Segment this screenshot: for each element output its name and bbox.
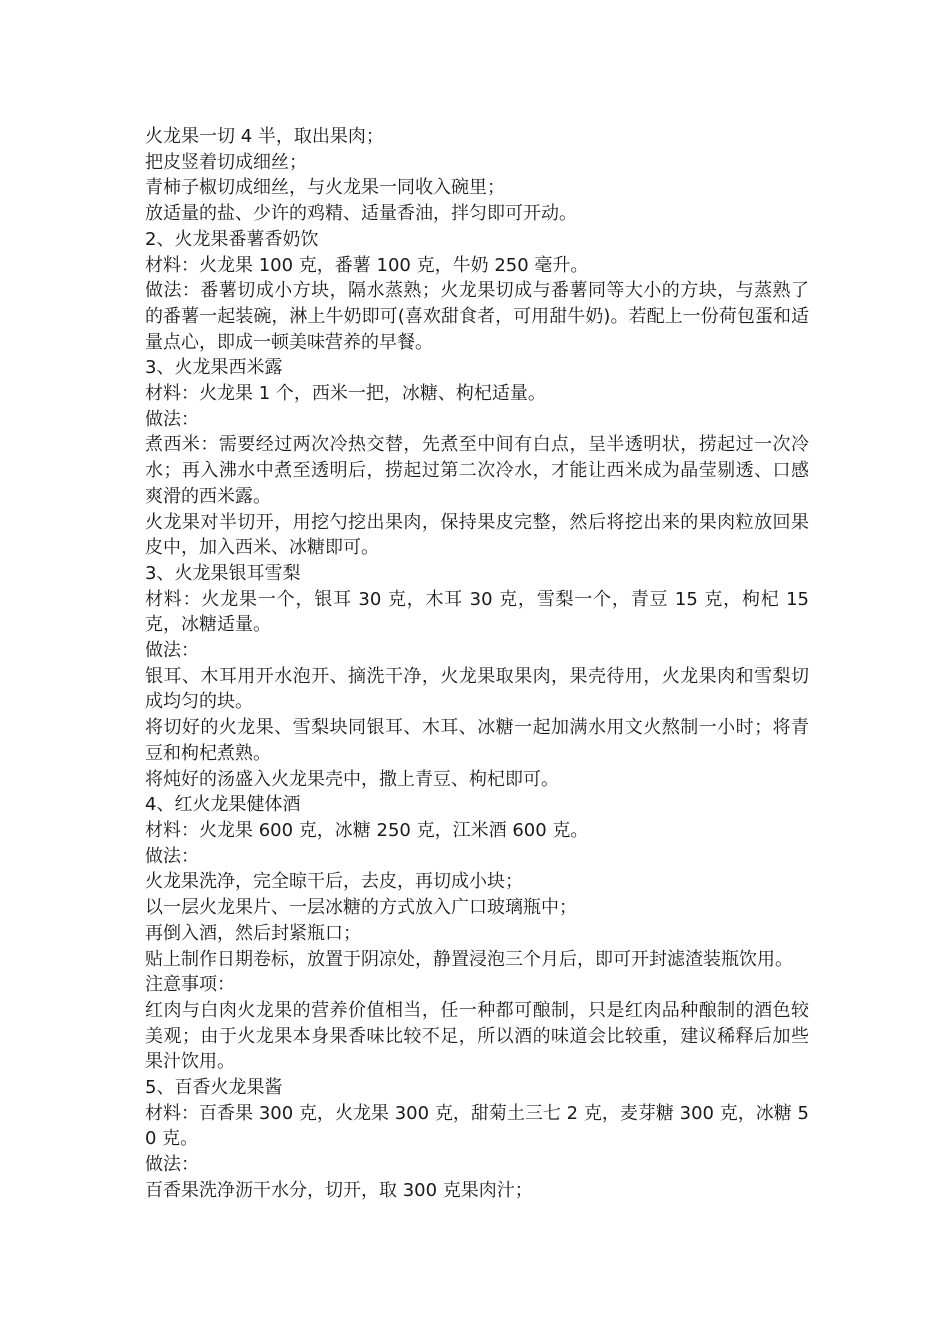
paragraph-step-shred-peel: 把皮竖着切成细丝； [145,151,307,173]
recipe-4-step-3: 再倒入酒，然后封紧瓶口； [145,922,361,944]
recipe-3b-step-3: 将炖好的汤盛入火龙果壳中，撒上青豆、枸杞即可。 [145,768,559,790]
recipe-4-step-1: 火龙果洗净，完全晾干后，去皮，再切成小块； [145,871,523,893]
recipe-5-method-label: 做法： [145,1154,199,1176]
recipe-3b-method-label: 做法： [145,640,199,662]
recipe-4-method-label: 做法： [145,845,199,867]
recipe-3a-step-fruit: 火龙果对半切开，用挖勺挖出果肉，保持果皮完整，然后将挖出来的果肉粒放回果皮中，加入西米、冰糖即可。 [145,511,809,559]
recipe-3b-step-1: 银耳、木耳用开水泡开、摘洗干净，火龙果取果肉，果壳待用，火龙果肉和雪梨切成均匀的块。 [145,665,809,713]
recipe-heading-3b: 3、火龙果银耳雪梨 [145,562,301,584]
paragraph-step-season: 放适量的盐、少许的鸡精、适量香油，拌匀即可开动。 [145,203,577,225]
document-body [145,124,809,1204]
recipe-4-step-2: 以一层火龙果片、一层冰糖的方式放入广口玻璃瓶中； [145,897,577,919]
paragraph-step-cut-fruit: 火龙果一切 4 半，取出果肉； [145,126,384,147]
recipe-5-ingredients: 材料：百香果 300 克，火龙果 300 克，甜菊土三七 2 克，麦芽糖 300 克，冰糖 50 克。 [145,1102,809,1150]
recipe-4-notes-label: 注意事项： [145,974,235,996]
recipe-heading-2: 2、火龙果番薯香奶饮 [145,228,319,250]
recipe-3a-ingredients: 材料：火龙果 1 个，西米一把，冰糖、枸杞适量。 [145,383,546,405]
recipe-heading-5: 5、百香火龙果酱 [145,1077,283,1099]
recipe-heading-4: 4、红火龙果健体酒 [145,794,301,816]
recipe-4-step-4: 贴上制作日期卷标，放置于阴凉处，静置浸泡三个月后，即可开封滤渣装瓶饮用。 [145,948,793,970]
paragraph-step-pepper: 青柿子椒切成细丝，与火龙果一同收入碗里； [145,177,505,199]
recipe-3b-ingredients: 材料：火龙果一个，银耳 30 克，木耳 30 克，雪梨一个，青豆 15 克，枸杞 15 克，冰糖适量。 [145,588,809,636]
recipe-4-ingredients: 材料：火龙果 600 克，冰糖 250 克，江米酒 600 克。 [145,819,589,841]
recipe-4-notes: 红肉与白肉火龙果的营养价值相当，任一种都可酿制，只是红肉品种酿制的酒色较美观；由于火龙果本身果香味比较不足，所以酒的味道会比较重，建议稀释后加些果汁饮用。 [145,999,809,1073]
recipe-3a-method-label: 做法： [145,408,199,430]
recipe-heading-3a: 3、火龙果西米露 [145,357,283,379]
recipe-2-ingredients: 材料：火龙果 100 克，番薯 100 克，牛奶 250 毫升。 [145,254,589,276]
recipe-5-step-1: 百香果洗净沥干水分，切开，取 300 克果肉汁； [145,1179,533,1201]
recipe-2-method: 做法：番薯切成小方块，隔水蒸熟；火龙果切成与番薯同等大小的方块，与蒸熟了的番薯一起装碗，淋上牛奶即可(喜欢甜食者，可用甜牛奶)。若配上一份荷包蛋和适量点心，即成一顿美味营养的早餐。 [145,280,809,353]
recipe-3a-step-sago: 煮西米：需要经过两次冷热交替，先煮至中间有白点，呈半透明状，捞起过一次冷水；再入沸水中煮至透明后，捞起过第二次冷水，才能让西米成为晶莹剔透、口感爽滑的西米露。 [145,434,809,507]
recipe-3b-step-2: 将切好的火龙果、雪梨块同银耳、木耳、冰糖一起加满水用文火熬制一小时；将青豆和枸杞煮熟。 [145,717,809,764]
